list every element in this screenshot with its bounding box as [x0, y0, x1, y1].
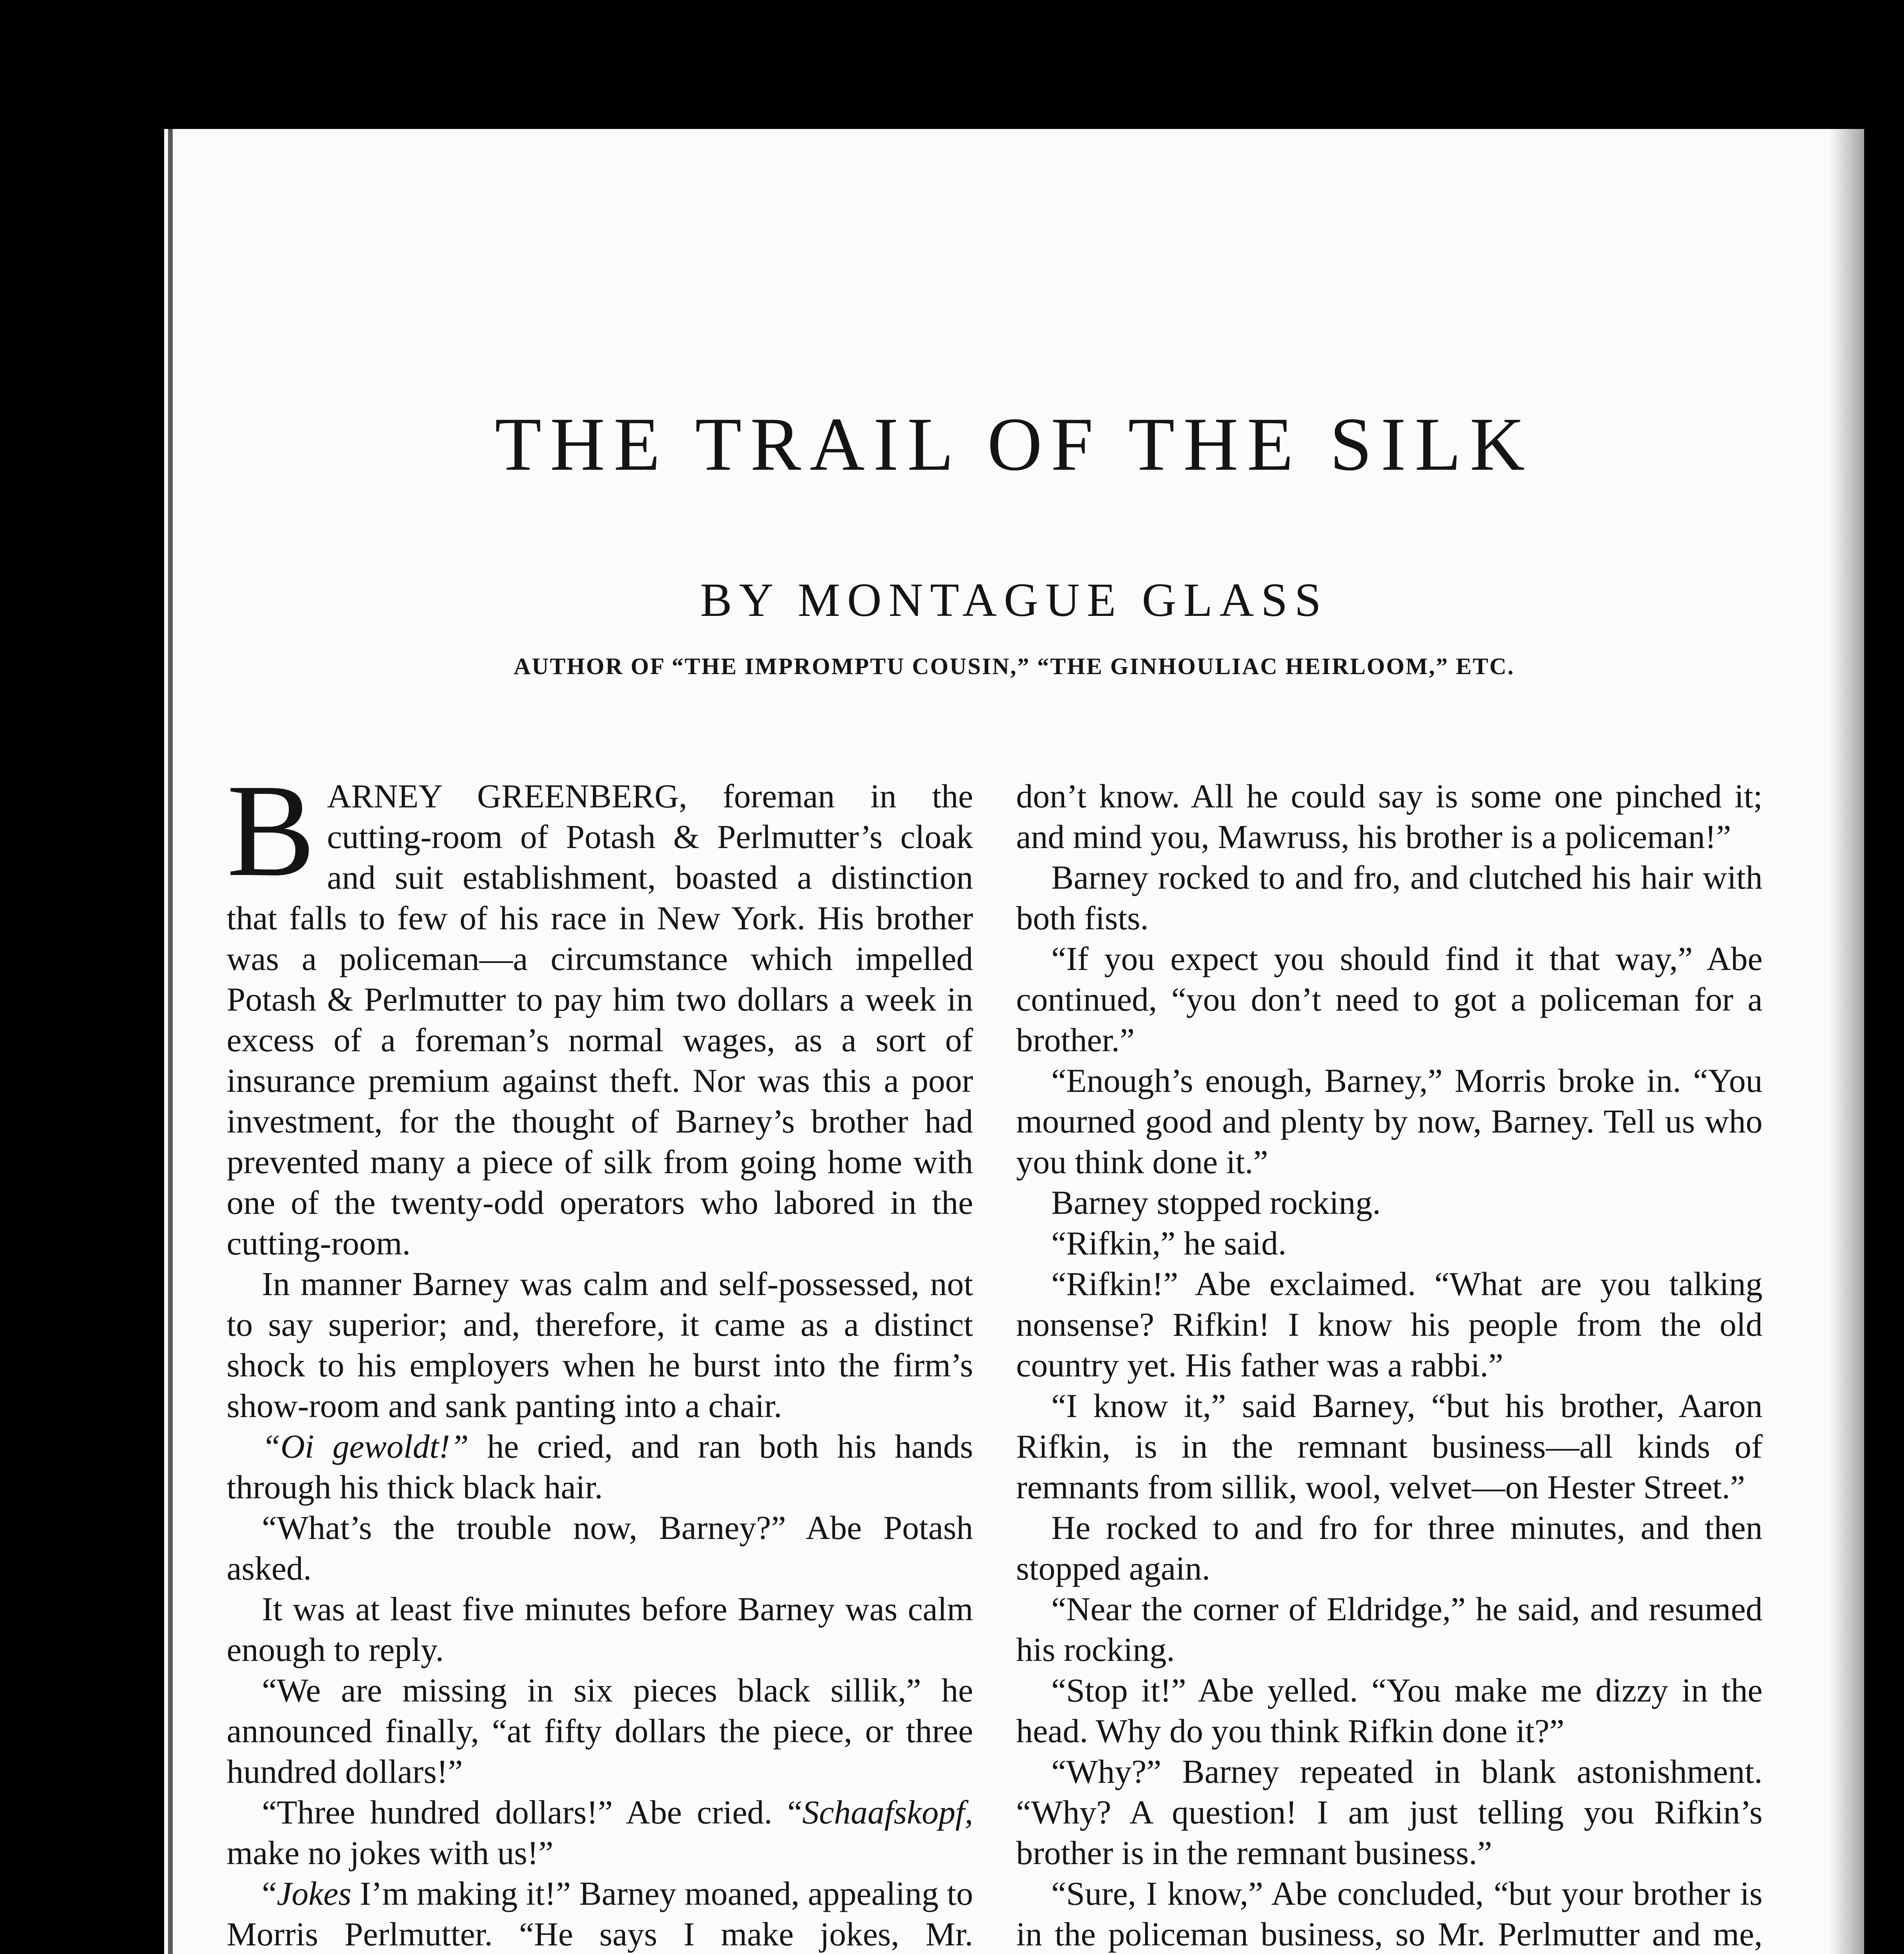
story-title: THE TRAIL OF THE SILK [495, 402, 1534, 487]
paragraph-text: “Sure, I know,” Abe concluded, “but your brother is in the policeman business, so Mr. Perlmutter and me, [1016, 1875, 1763, 1953]
paragraph: “Near the corner of Eldridge,” he said, and resumed his rocking. [1016, 1590, 1763, 1668]
paragraph: In manner Barney was calm and self-possessed, not to say superior; and, therefore, it came as a distinct shock to his employers when he burst into the firm’s show-room and sank panting into a chair. [227, 1265, 973, 1424]
paragraph [1016, 1873, 1763, 1954]
page-gutter-shadow [1829, 129, 1864, 1954]
paragraph: “Stop it!” Abe yelled. “You make me dizzy in the head. Why do you think Rifkin done it?” [1016, 1671, 1763, 1750]
paragraph-text: “Three hundred dollars!” Abe cried. “ [262, 1793, 802, 1831]
paragraph-text: he cried, and ran both his hands through his thick black hair. [227, 1428, 973, 1506]
paragraph-text: “ [262, 1875, 277, 1912]
page-edge-rule [168, 129, 173, 1954]
paragraph-text: I’m making it!” Barney moaned, appealing to Morris Perlmutter. “He says I make jokes, Mr. [227, 1875, 973, 1953]
paragraph: “What’s the trouble now, Barney?” Abe Potash asked. [227, 1509, 973, 1587]
italic-text: Schaafskopf, [802, 1793, 973, 1831]
text-column-right [1016, 776, 1763, 1954]
paragraph: “Why?” Barney repeated in blank astonishment. “Why? A question! I am just telling you Rifkin’s brother is in the remnant business.” [1016, 1753, 1763, 1872]
magazine-page [164, 129, 1864, 1954]
paragraph: “If you expect you should find it that way,” Abe continued, “you don’t need to got a policeman for a brother.” [1016, 940, 1763, 1059]
paragraph: He rocked to and fro for three minutes, and then stopped again. [1016, 1509, 1763, 1587]
paragraph [227, 1792, 973, 1873]
paragraph-text: ARNEY GREENBERG, foreman in the cutting-room of Potash & Perlmutter’s cloak and suit establishment, boasted a distinction that falls to few of his race in New York. His brother was a policeman—a circumstance which impelled Potash & Perlmutter to pay him two dollars a week in excess of a foreman’s normal wages, as a sort of insurance premium against theft. Nor was this a poor investment, for the thought of Barney’s brother had prevented many a piece of silk from going home with one of the twenty-odd operators who labored in the cutting-room. [227, 777, 973, 1262]
paragraph: “Rifkin,” he said. [1051, 1224, 1287, 1262]
story-byline: BY MONTAGUE GLASS [700, 574, 1328, 626]
paragraph [227, 1873, 973, 1954]
paragraph: “Enough’s enough, Barney,” Morris broke in. “You mourned good and plenty by now, Barney. Tell us who you think done it.” [1016, 1062, 1763, 1181]
author-credits: AUTHOR OF “THE IMPROMPTU COUSIN,” “THE GINHOULIAC HEIRLOOM,” ETC. [514, 653, 1515, 679]
drop-cap: B [227, 757, 315, 904]
italic-text: Jokes [277, 1875, 352, 1912]
paragraph-text: make no jokes with us!” [227, 1834, 553, 1872]
paragraph: “Rifkin!” Abe exclaimed. “What are you talking nonsense? Rifkin! I know his people from the old country yet. His father was a rabbi.” [1016, 1265, 1763, 1384]
paragraph: Barney stopped rocking. [1051, 1184, 1381, 1221]
text-column-left [227, 757, 973, 1954]
paragraph [227, 1426, 973, 1507]
paragraph: Barney rocked to and fro, and clutched his hair with both fists. [1016, 859, 1763, 937]
italic-text: “Oi gewoldt!” [262, 1428, 469, 1465]
paragraph: don’t know. All he could say is some one pinched it; and mind you, Mawruss, his brother is a policeman!” [1016, 777, 1763, 855]
paragraph [227, 757, 973, 1263]
paragraph: “We are missing in six pieces black sillik,” he announced finally, “at fifty dollars the piece, or three hundred dollars!” [227, 1671, 973, 1790]
paragraph: It was at least five minutes before Barney was calm enough to reply. [227, 1590, 973, 1668]
paragraph: “I know it,” said Barney, “but his brother, Aaron Rifkin, is in the remnant business—all kinds of remnants from sillik, wool, velvet—on Hester Street.” [1016, 1387, 1763, 1506]
